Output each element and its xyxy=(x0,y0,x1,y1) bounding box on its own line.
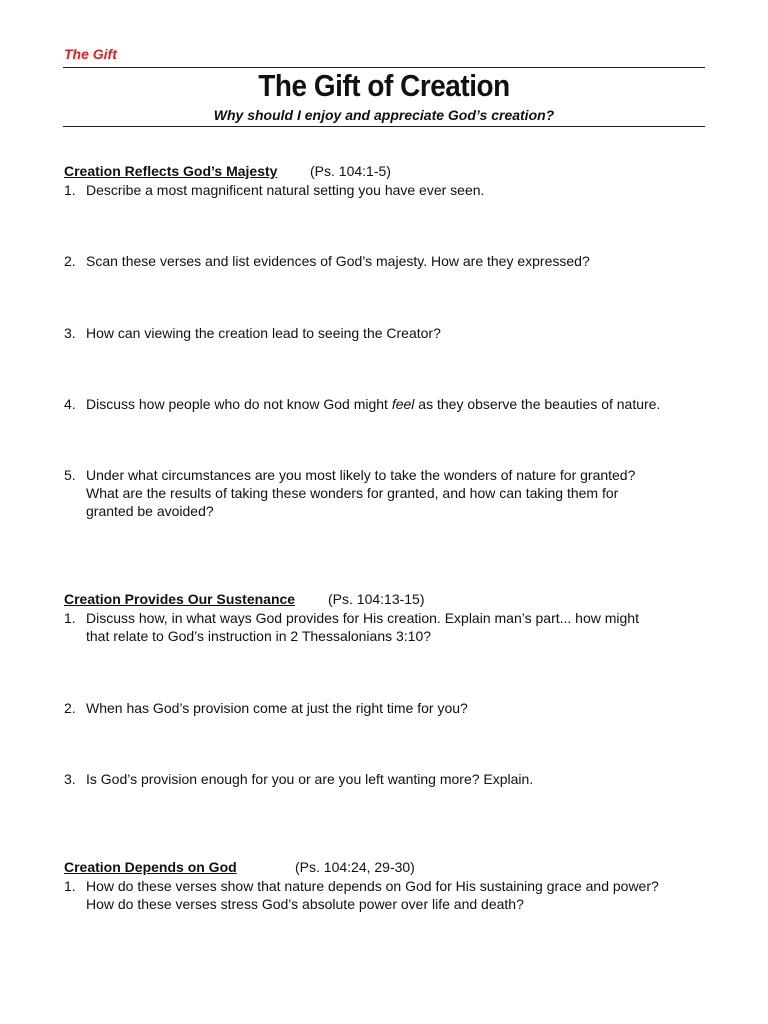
question-item xyxy=(64,699,714,717)
question-text: that relate to God’s instruction in 2 Thessalonians 3:10? xyxy=(86,628,432,644)
question-item xyxy=(64,466,714,520)
question-text: Discuss how, in what ways God provides for His creation. Explain man’s part... how might xyxy=(86,610,639,626)
question-item xyxy=(64,324,714,342)
page-title: The Gift of Creation xyxy=(258,68,510,103)
scripture-reference: (Ps. 104:1-5) xyxy=(310,163,391,179)
question-item xyxy=(64,252,714,270)
question-emphasis: feel xyxy=(391,396,415,412)
question-text: granted be avoided? xyxy=(86,503,214,519)
section-heading-sustenance xyxy=(64,591,425,607)
question-item xyxy=(64,877,714,913)
question-text: How do these verses stress God’s absolute power over life and death? xyxy=(86,896,524,912)
page-subtitle: Why should I enjoy and appreciate God’s creation? xyxy=(213,107,555,123)
section-title: Creation Depends on God xyxy=(64,859,237,875)
question-number: 3. xyxy=(64,771,76,787)
question-item xyxy=(64,609,714,645)
section-title: Creation Reflects God’s Majesty xyxy=(64,163,278,179)
header-bottom-rule xyxy=(63,126,705,127)
question-number: 2. xyxy=(64,700,76,716)
scripture-reference: (Ps. 104:24, 29-30) xyxy=(295,859,415,875)
question-number: 1. xyxy=(64,878,76,894)
question-number: 3. xyxy=(64,325,76,341)
question-item xyxy=(64,181,714,199)
question-text: What are the results of taking these wonders for granted, and how can taking them for xyxy=(86,485,619,501)
section-title: Creation Provides Our Sustenance xyxy=(64,591,296,607)
question-number: 2. xyxy=(64,253,76,269)
question-number: 1. xyxy=(64,182,76,198)
question-text: Discuss how people who do not know God might xyxy=(86,396,392,412)
question-number: 1. xyxy=(64,610,76,626)
section-heading-majesty xyxy=(64,163,391,179)
question-number: 4. xyxy=(64,396,76,412)
series-label: The Gift xyxy=(64,46,117,62)
question-text: When has God’s provision come at just the right time for you? xyxy=(86,700,468,716)
question-item xyxy=(64,770,714,788)
scripture-reference: (Ps. 104:13-15) xyxy=(328,591,425,607)
question-text: Scan these verses and list evidences of God’s majesty. How are they expressed? xyxy=(86,253,590,269)
question-text: Is God’s provision enough for you or are you left wanting more? Explain. xyxy=(86,771,534,787)
question-text: Under what circumstances are you most likely to take the wonders of nature for granted? xyxy=(86,467,636,483)
question-text: Describe a most magnificent natural setting you have ever seen. xyxy=(86,182,485,198)
question-text: How do these verses show that nature depends on God for His sustaining grace and power? xyxy=(86,878,659,894)
question-item xyxy=(64,395,714,413)
question-text: as they observe the beauties of nature. xyxy=(414,396,661,412)
question-text: How can viewing the creation lead to seeing the Creator? xyxy=(86,325,441,341)
question-number: 5. xyxy=(64,467,76,483)
section-heading-depends xyxy=(64,859,415,875)
